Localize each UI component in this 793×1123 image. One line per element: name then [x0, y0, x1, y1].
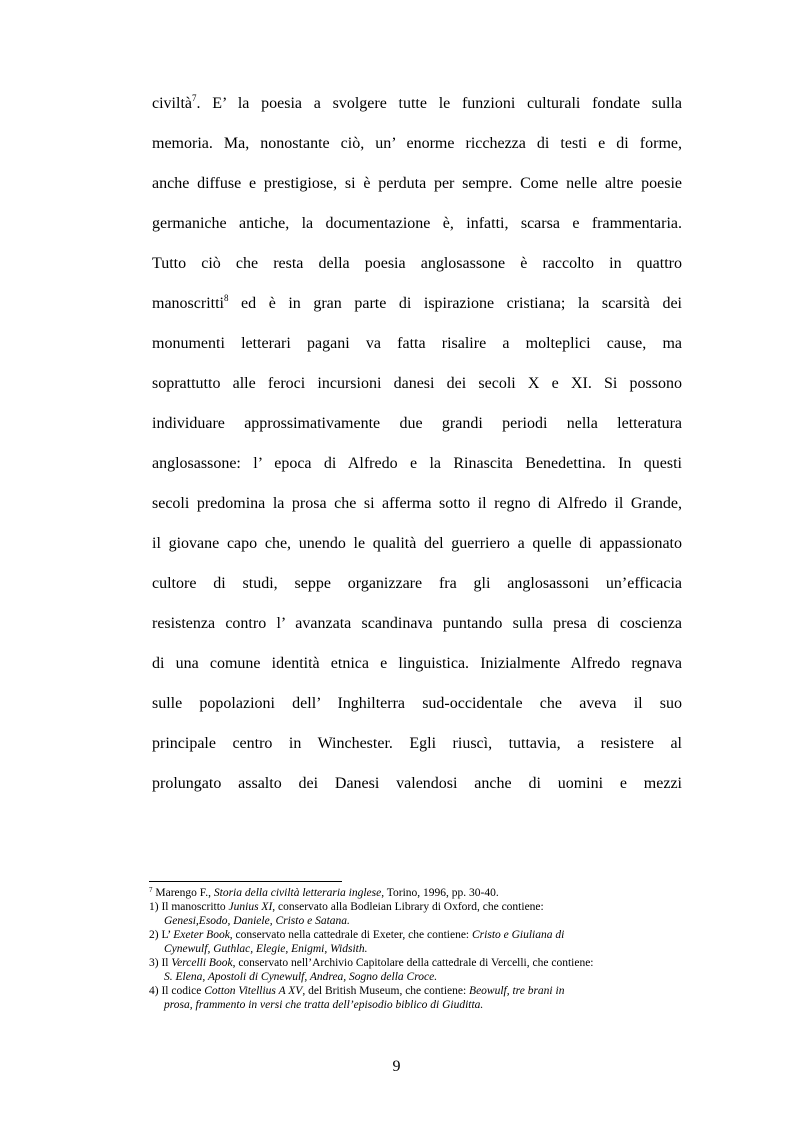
- footnote-ref-8[interactable]: 8: [223, 293, 229, 303]
- body-line: di una comune identità etnica e linguistica. Inizialmente Alfredo regnava: [152, 655, 682, 672]
- body-line: anche diffuse e prestigiose, si è perduta per sempre. Come nelle altre poesie: [152, 175, 682, 192]
- footnote-1: 1) Il manoscritto Junius XI, conservato alla Bodleian Library di Oxford, che contiene: Genesi,Esodo, Daniele, Cristo e Satana.: [149, 901, 544, 927]
- body-text: [152, 84, 682, 804]
- body-line: civiltà$^7$. E’ la poesia a svolgere tutte le funzioni culturali fondate sulla: [152, 93, 682, 112]
- body-line: manoscritti$^8$ ed è in gran parte di ispirazione cristiana; la scarsità dei: [152, 293, 682, 312]
- body-line: secoli predomina la prosa che si afferma sotto il regno di Alfredo il Grande,: [152, 495, 682, 512]
- footnote-7: $^7$ Marengo F., Storia della civiltà letteraria inglese, Torino, 1996, pp. 30-40.: [149, 886, 499, 899]
- body-line: il giovane capo che, unendo le qualità del guerriero a quelle di appassionato: [152, 535, 682, 552]
- body-line: cultore di studi, seppe organizzare fra gli anglosassoni un’efficacia: [152, 575, 682, 592]
- body-line: soprattutto alle feroci incursioni danesi dei secoli X e XI. Si possono: [152, 375, 682, 392]
- footnote-ref-7[interactable]: 7: [191, 93, 197, 103]
- body-line: memoria. Ma, nonostante ciò, un’ enorme ricchezza di testi e di forme,: [152, 135, 682, 152]
- footnote-2: 2) L’ Exeter Book, conservato nella cattedrale di Exeter, che contiene: Cristo e Giuliana di Cynewulf, Guthlac, Elegie, Enigmi, Widsith.: [149, 929, 565, 955]
- body-line: resistenza contro l’ avanzata scandinava puntando sulla presa di coscienza: [152, 615, 682, 632]
- body-line: prolungato assalto dei Danesi valendosi anche di uomini e mezzi: [152, 775, 682, 792]
- body-line: Tutto ciò che resta della poesia anglosassone è raccolto in quattro: [152, 255, 682, 272]
- footnote-3: 3) Il Vercelli Book, conservato nell’Archivio Capitolare della cattedrale di Vercelli, che contiene: S. Elena, Apostoli di Cynewulf, Andrea, Sogno della Croce.: [149, 957, 594, 983]
- body-line: anglosassone: l’ epoca di Alfredo e la Rinascita Benedettina. In questi: [152, 455, 682, 472]
- body-line: sulle popolazioni dell’ Inghilterra sud-occidentale che aveva il suo: [152, 695, 682, 712]
- page-number: 9: [392, 1058, 401, 1075]
- body-line: individuare approssimativamente due grandi periodi nella letteratura: [152, 415, 682, 432]
- footnote-4: 4) Il codice Cotton Vitellius A XV, del British Museum, che contiene: Beowulf, tre brani in prosa, frammento in versi che tratta dell’episodio biblico di Giuditta.: [149, 985, 565, 1011]
- body-line: germaniche antiche, la documentazione è, infatti, scarsa e frammentaria.: [152, 215, 682, 232]
- footnote-separator: [149, 881, 342, 882]
- body-line: principale centro in Winchester. Egli riuscì, tuttavia, a resistere al: [152, 735, 682, 752]
- footnotes: [149, 886, 689, 1012]
- body-line: monumenti letterari pagani va fatta risalire a molteplici cause, ma: [152, 335, 682, 352]
